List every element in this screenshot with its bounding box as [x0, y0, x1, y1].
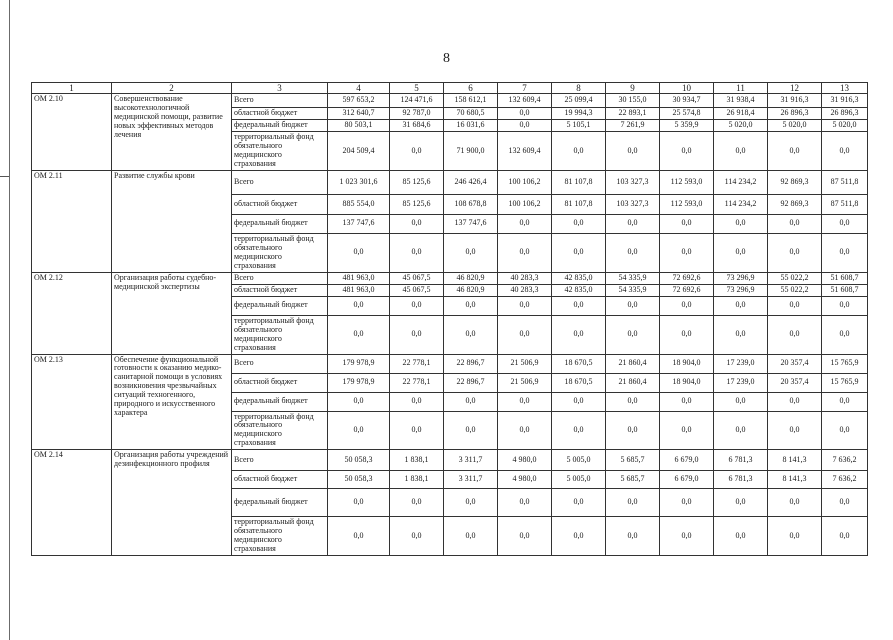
value-cell: 5 005,0 — [552, 450, 606, 471]
funding-source: федеральный бюджет — [232, 120, 328, 132]
value-cell: 0,0 — [606, 132, 660, 171]
table-row — [32, 450, 868, 471]
value-cell: 5 359,9 — [660, 120, 714, 132]
value-cell: 0,0 — [714, 296, 768, 315]
value-cell: 54 335,9 — [606, 272, 660, 284]
measure-code: ОМ 2.10 — [32, 94, 112, 171]
value-cell: 246 426,4 — [444, 170, 498, 194]
value-cell: 0,0 — [552, 517, 606, 556]
funding-source: Всего — [232, 450, 328, 471]
header-cell: 11 — [714, 83, 768, 94]
margin-tick-mark — [0, 176, 9, 177]
header-cell: 13 — [822, 83, 868, 94]
value-cell: 31 684,6 — [390, 120, 444, 132]
value-cell: 54 335,9 — [606, 284, 660, 296]
value-cell: 17 239,0 — [714, 354, 768, 373]
value-cell: 5 020,0 — [714, 120, 768, 132]
value-cell: 8 141,3 — [768, 471, 822, 489]
value-cell: 0,0 — [768, 132, 822, 171]
value-cell: 85 125,6 — [390, 194, 444, 214]
value-cell: 30 155,0 — [606, 94, 660, 108]
value-cell: 0,0 — [822, 233, 868, 272]
value-cell: 112 593,0 — [660, 194, 714, 214]
value-cell: 51 608,7 — [822, 272, 868, 284]
funding-source: областной бюджет — [232, 471, 328, 489]
value-cell: 7 636,2 — [822, 471, 868, 489]
measure-name: Совершенствование высокотехнологичной медицинской помощи, развитие новых эффективных методов лечения — [112, 94, 232, 171]
measure-name: Организация работы судебно-медицинской экспертизы — [112, 272, 232, 354]
left-margin-line — [9, 0, 10, 640]
value-cell: 481 963,0 — [328, 272, 390, 284]
table-row — [32, 94, 868, 108]
value-cell: 0,0 — [714, 132, 768, 171]
value-cell: 8 141,3 — [768, 450, 822, 471]
header-cell: 5 — [390, 83, 444, 94]
value-cell: 3 311,7 — [444, 471, 498, 489]
value-cell: 0,0 — [660, 489, 714, 517]
value-cell: 0,0 — [768, 315, 822, 354]
value-cell: 0,0 — [714, 517, 768, 556]
value-cell: 0,0 — [444, 411, 498, 450]
value-cell: 51 608,7 — [822, 284, 868, 296]
value-cell: 124 471,6 — [390, 94, 444, 108]
value-cell: 22 893,1 — [606, 108, 660, 120]
funding-source: федеральный бюджет — [232, 296, 328, 315]
value-cell: 0,0 — [606, 214, 660, 233]
value-cell: 0,0 — [552, 315, 606, 354]
value-cell: 0,0 — [714, 315, 768, 354]
value-cell: 21 506,9 — [498, 373, 552, 392]
value-cell: 50 058,3 — [328, 450, 390, 471]
value-cell: 0,0 — [390, 296, 444, 315]
value-cell: 20 357,4 — [768, 354, 822, 373]
value-cell: 5 020,0 — [768, 120, 822, 132]
value-cell: 0,0 — [660, 315, 714, 354]
measure-code: ОМ 2.13 — [32, 354, 112, 450]
value-cell: 71 900,0 — [444, 132, 498, 171]
value-cell: 73 296,9 — [714, 272, 768, 284]
header-cell: 1 — [32, 83, 112, 94]
value-cell: 0,0 — [328, 392, 390, 411]
value-cell: 87 511,8 — [822, 194, 868, 214]
value-cell: 18 670,5 — [552, 354, 606, 373]
value-cell: 0,0 — [444, 296, 498, 315]
funding-source: Всего — [232, 170, 328, 194]
value-cell: 18 904,0 — [660, 354, 714, 373]
value-cell: 100 106,2 — [498, 194, 552, 214]
value-cell: 179 978,9 — [328, 354, 390, 373]
table-body — [32, 83, 868, 556]
funding-source: областной бюджет — [232, 284, 328, 296]
value-cell: 103 327,3 — [606, 194, 660, 214]
funding-source: федеральный бюджет — [232, 489, 328, 517]
value-cell: 0,0 — [444, 517, 498, 556]
value-cell: 0,0 — [328, 315, 390, 354]
value-cell: 0,0 — [768, 214, 822, 233]
value-cell: 4 980,0 — [498, 471, 552, 489]
value-cell: 3 311,7 — [444, 450, 498, 471]
value-cell: 19 994,3 — [552, 108, 606, 120]
value-cell: 0,0 — [660, 392, 714, 411]
value-cell: 0,0 — [606, 489, 660, 517]
value-cell: 0,0 — [552, 392, 606, 411]
funding-source: Всего — [232, 94, 328, 108]
value-cell: 18 670,5 — [552, 373, 606, 392]
value-cell: 17 239,0 — [714, 373, 768, 392]
value-cell: 85 125,6 — [390, 170, 444, 194]
value-cell: 0,0 — [768, 489, 822, 517]
value-cell: 92 787,0 — [390, 108, 444, 120]
value-cell: 312 640,7 — [328, 108, 390, 120]
value-cell: 21 506,9 — [498, 354, 552, 373]
value-cell: 18 904,0 — [660, 373, 714, 392]
value-cell: 0,0 — [660, 233, 714, 272]
value-cell: 0,0 — [714, 411, 768, 450]
value-cell: 0,0 — [660, 517, 714, 556]
value-cell: 6 781,3 — [714, 471, 768, 489]
value-cell: 22 896,7 — [444, 373, 498, 392]
value-cell: 0,0 — [498, 233, 552, 272]
measure-code: ОМ 2.14 — [32, 450, 112, 556]
value-cell: 0,0 — [552, 411, 606, 450]
value-cell: 0,0 — [390, 214, 444, 233]
value-cell: 0,0 — [552, 233, 606, 272]
value-cell: 0,0 — [390, 132, 444, 171]
value-cell: 0,0 — [390, 517, 444, 556]
value-cell: 0,0 — [768, 296, 822, 315]
value-cell: 0,0 — [390, 489, 444, 517]
funding-source: федеральный бюджет — [232, 392, 328, 411]
value-cell: 0,0 — [822, 392, 868, 411]
value-cell: 0,0 — [328, 233, 390, 272]
value-cell: 112 593,0 — [660, 170, 714, 194]
header-row — [32, 83, 868, 94]
value-cell: 6 679,0 — [660, 450, 714, 471]
value-cell: 87 511,8 — [822, 170, 868, 194]
value-cell: 108 678,8 — [444, 194, 498, 214]
value-cell: 50 058,3 — [328, 471, 390, 489]
header-cell: 10 — [660, 83, 714, 94]
value-cell: 0,0 — [660, 132, 714, 171]
value-cell: 21 860,4 — [606, 373, 660, 392]
value-cell: 5 005,0 — [552, 471, 606, 489]
measure-code: ОМ 2.11 — [32, 170, 112, 272]
header-cell: 7 — [498, 83, 552, 94]
value-cell: 0,0 — [390, 315, 444, 354]
funding-source: областной бюджет — [232, 194, 328, 214]
value-cell: 7 261,9 — [606, 120, 660, 132]
value-cell: 42 835,0 — [552, 272, 606, 284]
measure-name: Развитие службы крови — [112, 170, 232, 272]
value-cell: 0,0 — [498, 392, 552, 411]
value-cell: 81 107,8 — [552, 194, 606, 214]
value-cell: 0,0 — [660, 296, 714, 315]
value-cell: 0,0 — [498, 315, 552, 354]
value-cell: 103 327,3 — [606, 170, 660, 194]
value-cell: 0,0 — [768, 233, 822, 272]
budget-table — [31, 82, 868, 556]
value-cell: 70 680,5 — [444, 108, 498, 120]
value-cell: 0,0 — [822, 132, 868, 171]
value-cell: 0,0 — [606, 411, 660, 450]
value-cell: 31 916,3 — [768, 94, 822, 108]
value-cell: 0,0 — [606, 233, 660, 272]
value-cell: 72 692,6 — [660, 272, 714, 284]
value-cell: 22 778,1 — [390, 373, 444, 392]
value-cell: 6 781,3 — [714, 450, 768, 471]
value-cell: 0,0 — [660, 411, 714, 450]
value-cell: 0,0 — [498, 120, 552, 132]
value-cell: 26 896,3 — [822, 108, 868, 120]
value-cell: 132 609,4 — [498, 132, 552, 171]
value-cell: 5 020,0 — [822, 120, 868, 132]
value-cell: 100 106,2 — [498, 170, 552, 194]
value-cell: 0,0 — [768, 517, 822, 556]
value-cell: 0,0 — [660, 214, 714, 233]
value-cell: 40 283,3 — [498, 272, 552, 284]
header-cell: 2 — [112, 83, 232, 94]
value-cell: 55 022,2 — [768, 284, 822, 296]
value-cell: 0,0 — [498, 411, 552, 450]
value-cell: 15 765,9 — [822, 373, 868, 392]
value-cell: 0,0 — [822, 411, 868, 450]
value-cell: 0,0 — [822, 214, 868, 233]
header-cell: 6 — [444, 83, 498, 94]
value-cell: 0,0 — [498, 296, 552, 315]
value-cell: 22 896,7 — [444, 354, 498, 373]
page-number: 8 — [443, 51, 450, 66]
funding-source: территориальный фонд обязательного медицинского страхования — [232, 517, 328, 556]
value-cell: 0,0 — [606, 392, 660, 411]
funding-source: областной бюджет — [232, 108, 328, 120]
value-cell: 46 820,9 — [444, 284, 498, 296]
value-cell: 0,0 — [552, 489, 606, 517]
value-cell: 31 938,4 — [714, 94, 768, 108]
value-cell: 0,0 — [498, 489, 552, 517]
value-cell: 0,0 — [444, 315, 498, 354]
value-cell: 114 234,2 — [714, 170, 768, 194]
value-cell: 55 022,2 — [768, 272, 822, 284]
value-cell: 25 574,8 — [660, 108, 714, 120]
value-cell: 0,0 — [498, 108, 552, 120]
value-cell: 0,0 — [714, 214, 768, 233]
value-cell: 481 963,0 — [328, 284, 390, 296]
value-cell: 81 107,8 — [552, 170, 606, 194]
value-cell: 0,0 — [498, 517, 552, 556]
value-cell: 0,0 — [390, 411, 444, 450]
value-cell: 26 896,3 — [768, 108, 822, 120]
value-cell: 30 934,7 — [660, 94, 714, 108]
value-cell: 92 869,3 — [768, 170, 822, 194]
value-cell: 0,0 — [714, 489, 768, 517]
value-cell: 0,0 — [328, 411, 390, 450]
header-cell: 9 — [606, 83, 660, 94]
value-cell: 0,0 — [328, 296, 390, 315]
measure-name: Обеспечение функциональной готовности к оказанию медико-санитарной помощи в условиях возникновения чрезвычайных ситуаций техногенного, природного и искусственного характера — [112, 354, 232, 450]
value-cell: 0,0 — [606, 296, 660, 315]
header-cell: 8 — [552, 83, 606, 94]
value-cell: 20 357,4 — [768, 373, 822, 392]
value-cell: 5 685,7 — [606, 471, 660, 489]
value-cell: 92 869,3 — [768, 194, 822, 214]
value-cell: 16 031,6 — [444, 120, 498, 132]
value-cell: 0,0 — [714, 392, 768, 411]
value-cell: 0,0 — [328, 517, 390, 556]
value-cell: 0,0 — [606, 517, 660, 556]
value-cell: 597 653,2 — [328, 94, 390, 108]
value-cell: 114 234,2 — [714, 194, 768, 214]
header-cell: 3 — [232, 83, 328, 94]
value-cell: 132 609,4 — [498, 94, 552, 108]
value-cell: 72 692,6 — [660, 284, 714, 296]
value-cell: 0,0 — [714, 233, 768, 272]
value-cell: 0,0 — [552, 296, 606, 315]
value-cell: 40 283,3 — [498, 284, 552, 296]
value-cell: 31 916,3 — [822, 94, 868, 108]
measure-code: ОМ 2.12 — [32, 272, 112, 354]
value-cell: 25 099,4 — [552, 94, 606, 108]
value-cell: 0,0 — [552, 214, 606, 233]
funding-source: федеральный бюджет — [232, 214, 328, 233]
value-cell: 73 296,9 — [714, 284, 768, 296]
funding-source: территориальный фонд обязательного медицинского страхования — [232, 315, 328, 354]
value-cell: 0,0 — [822, 517, 868, 556]
funding-source: Всего — [232, 354, 328, 373]
header-cell: 12 — [768, 83, 822, 94]
value-cell: 21 860,4 — [606, 354, 660, 373]
funding-source: территориальный фонд обязательного медицинского страхования — [232, 411, 328, 450]
measure-name: Организация работы учреждений дезинфекционного профиля — [112, 450, 232, 556]
value-cell: 885 554,0 — [328, 194, 390, 214]
value-cell: 0,0 — [768, 392, 822, 411]
value-cell: 179 978,9 — [328, 373, 390, 392]
value-cell: 0,0 — [390, 233, 444, 272]
value-cell: 0,0 — [606, 315, 660, 354]
value-cell: 1 838,1 — [390, 450, 444, 471]
value-cell: 0,0 — [822, 489, 868, 517]
value-cell: 137 747,6 — [444, 214, 498, 233]
value-cell: 26 918,4 — [714, 108, 768, 120]
value-cell: 1 023 301,6 — [328, 170, 390, 194]
value-cell: 6 679,0 — [660, 471, 714, 489]
value-cell: 5 685,7 — [606, 450, 660, 471]
value-cell: 80 503,1 — [328, 120, 390, 132]
value-cell: 204 509,4 — [328, 132, 390, 171]
value-cell: 0,0 — [444, 233, 498, 272]
table-row — [32, 272, 868, 284]
value-cell: 45 067,5 — [390, 284, 444, 296]
funding-source: территориальный фонд обязательного медицинского страхования — [232, 233, 328, 272]
value-cell: 42 835,0 — [552, 284, 606, 296]
value-cell: 0,0 — [498, 214, 552, 233]
value-cell: 45 067,5 — [390, 272, 444, 284]
value-cell: 0,0 — [768, 411, 822, 450]
value-cell: 137 747,6 — [328, 214, 390, 233]
table-row — [32, 170, 868, 194]
funding-source: областной бюджет — [232, 373, 328, 392]
value-cell: 0,0 — [390, 392, 444, 411]
value-cell: 15 765,9 — [822, 354, 868, 373]
header-cell: 4 — [328, 83, 390, 94]
value-cell: 46 820,9 — [444, 272, 498, 284]
value-cell: 7 636,2 — [822, 450, 868, 471]
value-cell: 4 980,0 — [498, 450, 552, 471]
funding-source: Всего — [232, 272, 328, 284]
value-cell: 0,0 — [822, 315, 868, 354]
value-cell: 0,0 — [552, 132, 606, 171]
value-cell: 0,0 — [444, 392, 498, 411]
value-cell: 1 838,1 — [390, 471, 444, 489]
value-cell: 5 105,1 — [552, 120, 606, 132]
funding-source: территориальный фонд обязательного медицинского страхования — [232, 132, 328, 171]
value-cell: 158 612,1 — [444, 94, 498, 108]
value-cell: 0,0 — [444, 489, 498, 517]
value-cell: 0,0 — [822, 296, 868, 315]
value-cell: 22 778,1 — [390, 354, 444, 373]
table-row — [32, 354, 868, 373]
value-cell: 0,0 — [328, 489, 390, 517]
